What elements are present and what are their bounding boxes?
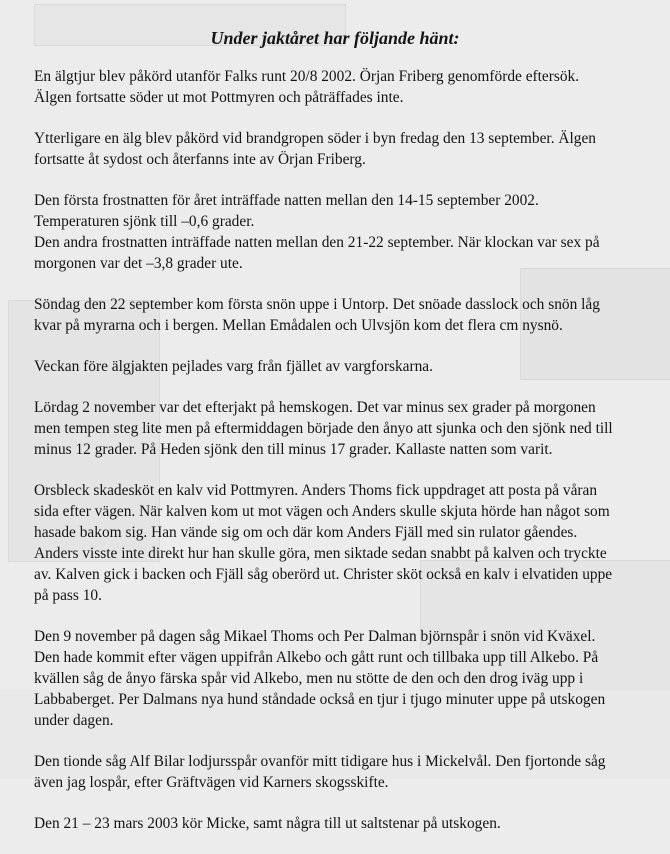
paragraph (34, 66, 650, 108)
paragraph (34, 294, 650, 336)
page-title: Under jaktåret har följande hänt: (210, 28, 460, 48)
text-line: En älgtjur blev påkörd utanför Falks runt 20/8 2002. Örjan Friberg genomförde eftersök. (34, 68, 580, 85)
paragraph (34, 190, 650, 274)
text-line: Orsbleck skadesköt en kalv vid Pottmyren. Anders Thoms fick uppdraget att posta på våran (34, 482, 598, 499)
paragraph (34, 128, 650, 170)
document-body (34, 66, 650, 854)
text-line: även jag lospår, efter Gräftvägen vid Karners skogsskifte. (34, 774, 389, 791)
text-line: Anders visste inte direkt hur han skulle göra, men siktade sedan snabbt på kalven och tryckte (34, 545, 607, 562)
paragraph (34, 751, 650, 793)
text-line: Den tionde såg Alf Bilar lodjursspår ovanför mitt tidigare hus i Mickelvål. Den fjortonde såg (34, 753, 606, 770)
text-line: kvällen såg de ånyo färska spår vid Alkebo, men nu stötte de den och den drog iväg upp i (34, 670, 584, 687)
text-line: minus 12 grader. På Heden sjönk den till minus 17 grader. Kallaste natten som varit. (34, 441, 553, 458)
text-line: Den andra frostnatten inträffade natten mellan den 21-22 september. När klockan var sex på (34, 234, 600, 251)
text-line: av. Kalven gick i backen och Fjäll såg oberörd ut. Christer sköt också en kalv i elvatiden uppe (34, 566, 613, 583)
text-line: fortsatte åt sydost och återfanns inte av Örjan Friberg. (34, 151, 366, 168)
paragraph (34, 397, 650, 460)
text-line: sida efter vägen. När kalven kom ut mot vägen och Anders skulle skjuta hörde han något som (34, 503, 610, 520)
paragraph (34, 626, 650, 731)
text-line: Ytterligare en älg blev påkörd vid brandgropen söder i byn fredag den 13 september. Älgen (34, 130, 597, 147)
text-line: Älgen fortsatte söder ut mot Pottmyren och påträffades inte. (34, 89, 404, 106)
text-line: Söndag den 22 september kom första snön uppe i Untorp. Det snöade dasslock och snön låg (34, 296, 600, 313)
text-line: Den 21 – 23 mars 2003 kör Micke, samt några till ut saltstenar på utskogen. (34, 815, 501, 832)
text-line: morgonen var det –3,8 grader ute. (34, 255, 243, 272)
text-line: på pass 10. (34, 587, 102, 604)
text-line: kvar på myrarna och i bergen. Mellan Emådalen och Ulvsjön kom det flera cm nysnö. (34, 317, 563, 334)
paragraph (34, 480, 650, 606)
text-line: Den hade kommit efter vägen uppifrån Alkebo och gått runt och tillbaka upp till Alkebo. På (34, 649, 599, 666)
text-line: Temperaturen sjönk till –0,6 grader. (34, 213, 255, 230)
text-line: Den 9 november på dagen såg Mikael Thoms och Per Dalman björnspår i snön vid Kväxel. (34, 628, 596, 645)
text-line: hasade bakom sig. Han vände sig om och där kom Anders Fjäll med sin rulator gåendes. (34, 524, 578, 541)
paragraph (34, 356, 650, 377)
paragraph (34, 813, 650, 834)
text-line: Den första frostnatten för året inträffade natten mellan den 14-15 september 2002. (34, 192, 539, 209)
text-line: men tempen steg lite men på eftermiddagen började den ånyo att sjunka och den sjönk ned till (34, 420, 613, 437)
text-line: Labbaberget. Per Dalmans nya hund ståndade också en tjur i tjugo minuter uppe på utskogen (34, 691, 606, 708)
text-line: Veckan före älgjakten pejlades varg från fjället av vargforskarna. (34, 358, 433, 375)
text-line: under dagen. (34, 712, 114, 729)
text-line: Lördag 2 november var det efterjakt på hemskogen. Det var minus sex grader på morgonen (34, 399, 596, 416)
